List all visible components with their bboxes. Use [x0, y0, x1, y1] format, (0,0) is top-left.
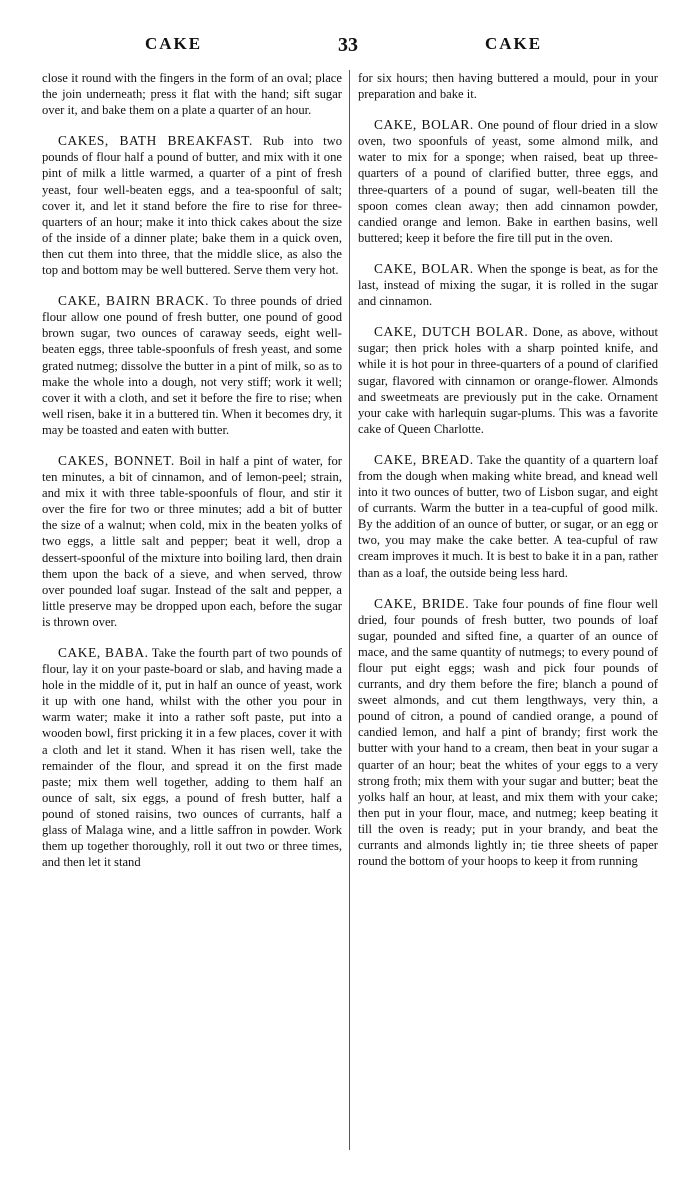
recipe-entry-bread — [358, 452, 658, 581]
recipe-entry-bairn-brack — [42, 293, 342, 438]
recipe-entry-dutch-bolar — [358, 324, 658, 437]
recipe-body: One pound of flour dried in a slow oven, two spoonfuls of yeast, some almond milk, and water to mix for a sponge; when raised, beat up three-quarters of a pound of clarified butter, three eggs, and three-quarters of a pound of sugar, well-beaten till the spoon comes clean away; then add cinnamon powder, candied orange and lemon. Bake in earthen basins, well buttered; keep it before the fire till put in the oven. — [358, 118, 658, 245]
header-left-word: CAKE — [145, 34, 203, 53]
page-number: 33 — [338, 34, 358, 56]
recipe-title: CAKE, BREAD. — [374, 451, 474, 467]
recipe-title: CAKES, BATH BREAKFAST. — [58, 133, 253, 149]
right-column — [358, 70, 658, 884]
left-column — [42, 70, 342, 885]
recipe-body: Take the fourth part of two pounds of flour, lay it on your paste-board or slab, and having made a hole in the middle of it, put in half an ounce of yeast, work it up with one hand, whilst with the other you pour in warm water; make it into a rather soft paste, put into a wooden bowl, first pricking it in a few places, cover it with a cloth and let it stand. When it has risen well, take the remainder of the flour, and spread it on the first made paste; mix them well together, adding to them half an ounce of salt, six eggs, a pound of fresh butter, half a pound of stoned raisins, two ounces of currants, half a glass of Malaga wine, and a little saffron in powder. Work them up together thoroughly, roll it out two or three times, and then let it stand — [42, 646, 343, 870]
recipe-title: CAKE, BOLAR. — [374, 260, 474, 276]
header-right-word: CAKE — [485, 34, 543, 53]
recipe-title: CAKE, DUTCH BOLAR. — [374, 324, 529, 340]
recipe-entry-continued — [42, 70, 342, 118]
recipe-title: CAKES, BONNET. — [58, 452, 175, 468]
recipe-body: Take the quantity of a quartern loaf from the dough when making white bread, and knead well into it two ounces of butter, two of Lisbon sugar, and eight of currants. Warm the butter in a tea-cupful of good milk. By the addition of an ounce of butter, or sugar, or an egg or two, you may make the cake better. A tea-cupful of raw cream improves it much. It is best to bake it in a pan, rather than as a loaf, the outside being less hard. — [358, 452, 659, 580]
recipe-title: CAKE, BAIRN BRACK. — [58, 293, 210, 309]
recipe-title: CAKE, BOLAR. — [374, 117, 474, 133]
recipe-entry-continued — [358, 70, 658, 102]
recipe-title: CAKE, BRIDE. — [374, 595, 470, 611]
recipe-body: To three pounds of dried flour allow one pound of fresh butter, one pound of good brown sugar, two ounces of caraway seeds, eight well-beaten eggs, three table-spoonfuls of fresh yeast, and some grated nutmeg; dissolve the butter in a pint of milk, so as to make the whole into a dough, not very stiff; work it well; cover it with a cloth, and set it before the fire to rise; when well risen, bake it in a buttered tin. When it becomes dry, it may be toasted and eaten with butter. — [42, 294, 343, 437]
recipe-entry-bath-breakfast — [42, 133, 342, 278]
recipe-entry-baba — [42, 645, 342, 870]
recipe-body: close it round with the fingers in the form of an oval; place the join underneath; press it flat with the hand; sift sugar over it, and bake them on a plate a quarter of an hour. — [42, 71, 342, 118]
recipe-entry-bride — [358, 596, 658, 870]
recipe-entry-bolar-2 — [358, 261, 658, 309]
recipe-title: CAKE, BABA. — [58, 645, 149, 660]
recipe-body: Done, as above, without sugar; then prick holes with a sharp pointed knife, and while it is hot pour in three-quarters of a pound of clarified sugar, flavored with cinnamon or orange-flower. Almonds and sweetmeats are previously put in the cake. Ornament your cake with harlequin sugar-plums. This was a favorite cake of Queen Charlotte. — [358, 325, 658, 436]
running-header — [0, 34, 700, 58]
recipe-body: Take four pounds of fine flour well dried, four pounds of fresh butter, two pounds of loaf sugar, pounded and sifted fine, a quarter of an ounce of mace, and the same quantity of nutmegs; to every pound of flour put eight eggs; wash and pick four pounds of currants, and dry them before the fire; blanch a pound of sweet almonds, and cut them lengthways, very thin, a pound of citron, a pound of candied orange, a pound of candied lemon, and half a pint of brandy; first work the butter with your hand to a cream, then beat in your sugar a quarter of an hour; beat the whites of your eggs to a very strong froth; mix them with your sugar and butter; beat the yolks half an hour, at least, and mix them with your cake; then put in your flour, mace, and nutmeg; keep beating it till the oven is ready; put in your brandy, and beat the currants and almonds lightly in; tie three sheets of paper round the bottom of your hoops to keep it from running — [358, 596, 659, 869]
recipe-body: When the sponge is beat, as for the last, instead of mixing the sugar, it is rolled in the sugar and cinnamon. — [358, 261, 658, 309]
recipe-entry-bonnet — [42, 453, 342, 630]
column-divider — [349, 70, 350, 1150]
recipe-body: Rub into two pounds of flour half a pound of butter, and mix with it one pint of milk a little warmed, a quarter of a pint of fresh yeast, four well-beaten eggs, and a tea-spoonful of salt; cover it, and let it stand before the fire to rise for three-quarters of an hour; make it into thick cakes about the size of the inside of a dinner plate; bake them in a quick oven, then cut them into three, that the middle slice, as also the top and bottom may be well buttered. Serve them very hot. — [42, 134, 342, 278]
recipe-body: Boil in half a pint of water, for ten minutes, a bit of cinnamon, and of lemon-peel; strain, and mix it with three table-spoonfuls of flour, and stir it over the fire for two or three minutes; add a bit of butter the size of a walnut; when cold, mix in the beaten yolks of two eggs, a little salt and pepper; beat it well, drop a dessert-spoonful of the mixture into boiling lard, then drain them upon the back of a sieve, and when served, throw over pounded loaf sugar. Instead of the salt and pepper, a little preserve may be dropped upon each, before the sugar is thrown over. — [42, 453, 342, 629]
recipe-body: for six hours; then having buttered a mould, pour in your preparation and bake it. — [358, 71, 658, 102]
recipe-entry-bolar — [358, 117, 658, 246]
